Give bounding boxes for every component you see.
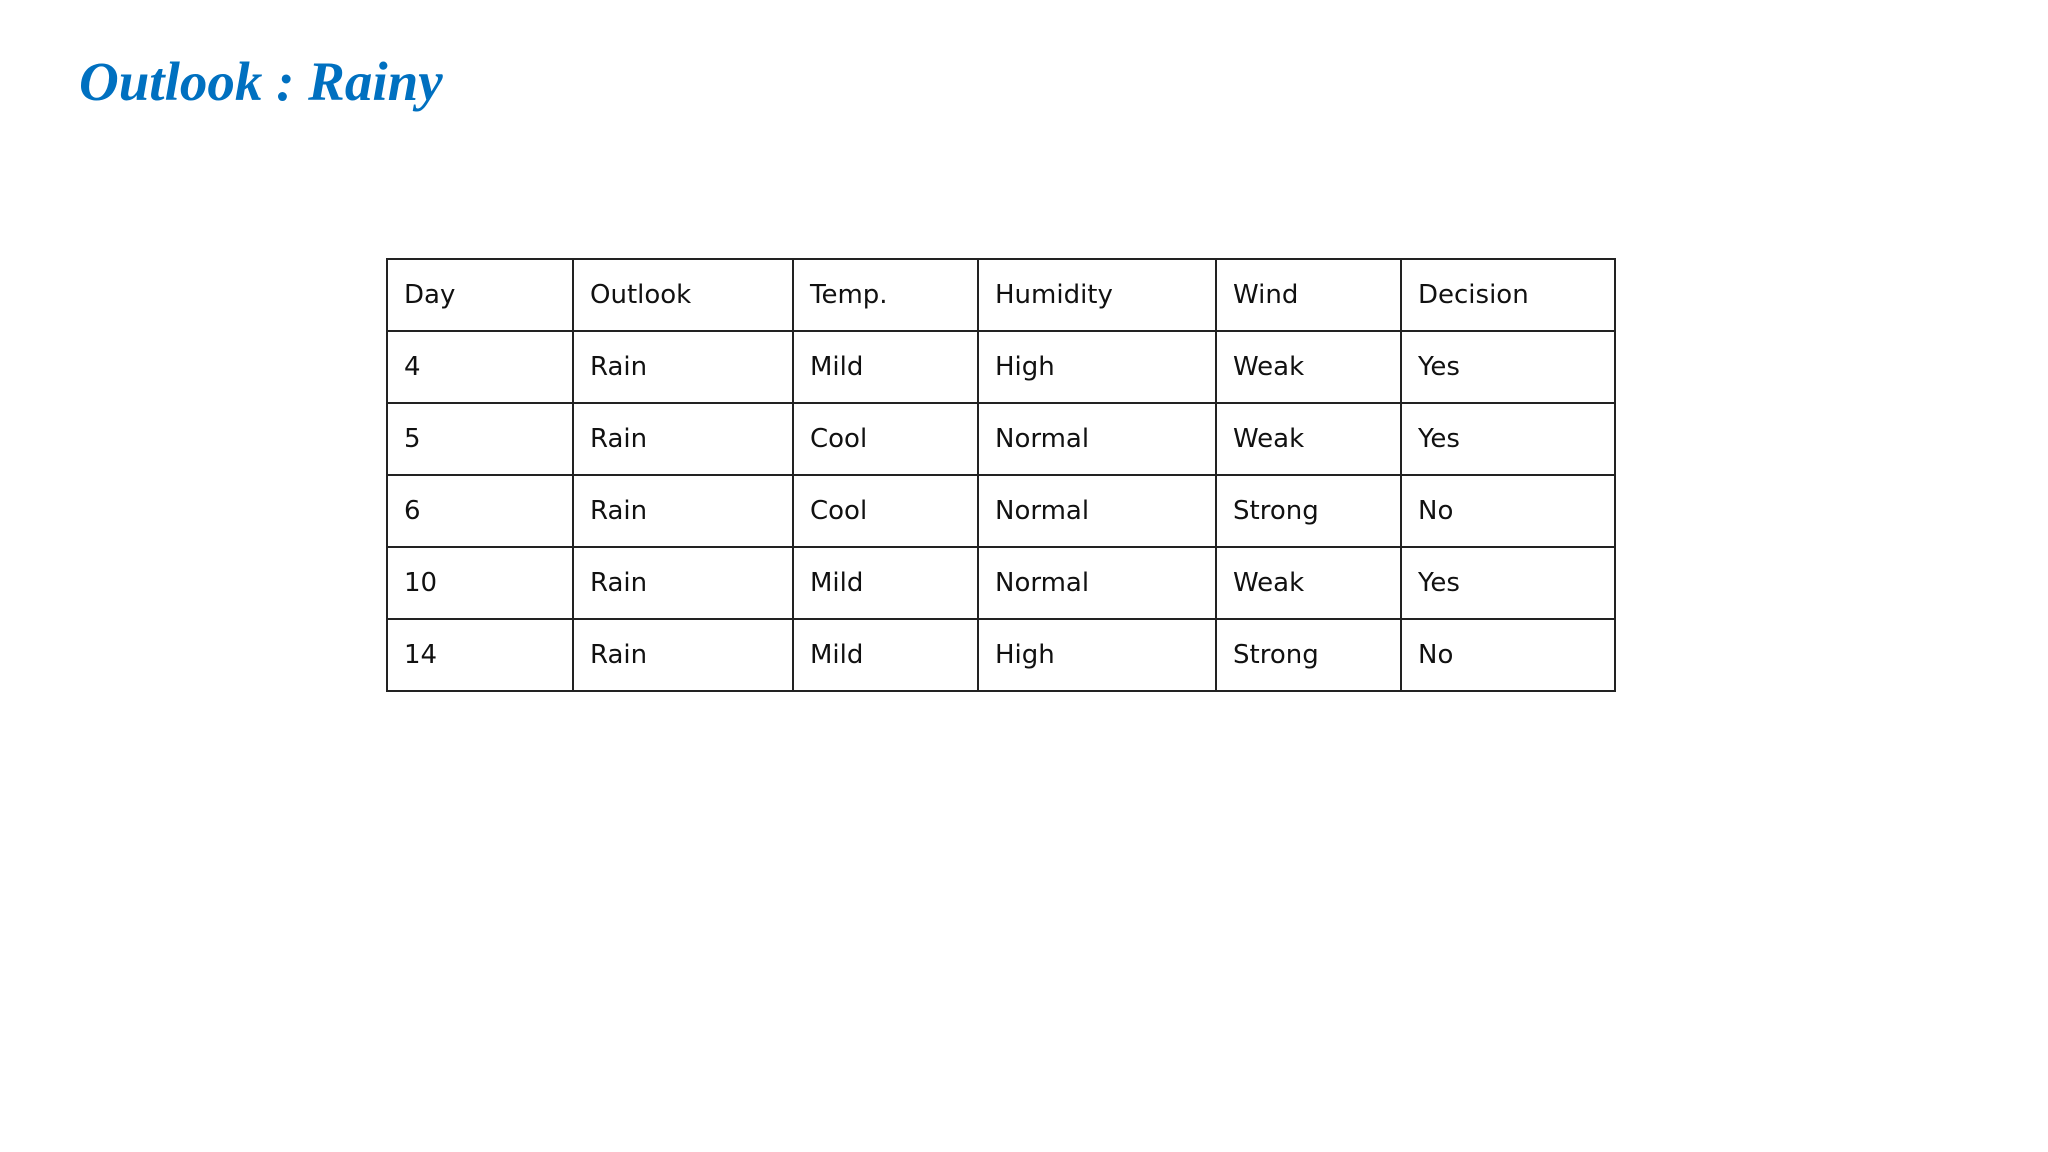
table-row [387, 547, 1615, 619]
cell-humidity: Normal [978, 403, 1216, 475]
cell-temp: Cool [793, 403, 978, 475]
cell-temp: Mild [793, 619, 978, 691]
cell-day: 10 [387, 547, 573, 619]
table-row [387, 331, 1615, 403]
cell-humidity: Normal [978, 547, 1216, 619]
cell-day: 5 [387, 403, 573, 475]
column-header-outlook: Outlook [573, 259, 793, 331]
cell-wind: Weak [1216, 331, 1401, 403]
table-row [387, 619, 1615, 691]
cell-wind: Weak [1216, 403, 1401, 475]
cell-day: 14 [387, 619, 573, 691]
cell-humidity: High [978, 619, 1216, 691]
table-header-row [387, 259, 1615, 331]
cell-temp: Mild [793, 547, 978, 619]
cell-outlook: Rain [573, 331, 793, 403]
cell-temp: Mild [793, 331, 978, 403]
cell-wind: Strong [1216, 475, 1401, 547]
table-row [387, 403, 1615, 475]
table-row [387, 475, 1615, 547]
cell-outlook: Rain [573, 547, 793, 619]
cell-wind: Weak [1216, 547, 1401, 619]
cell-decision: Yes [1401, 331, 1615, 403]
cell-decision: No [1401, 475, 1615, 547]
cell-wind: Strong [1216, 619, 1401, 691]
slide-title: Outlook : Rainy [79, 51, 443, 112]
column-header-day: Day [387, 259, 573, 331]
cell-day: 4 [387, 331, 573, 403]
column-header-wind: Wind [1216, 259, 1401, 331]
cell-outlook: Rain [573, 403, 793, 475]
data-table [386, 258, 1616, 692]
column-header-temp: Temp. [793, 259, 978, 331]
cell-day: 6 [387, 475, 573, 547]
cell-decision: Yes [1401, 547, 1615, 619]
cell-decision: Yes [1401, 403, 1615, 475]
cell-humidity: High [978, 331, 1216, 403]
column-header-decision: Decision [1401, 259, 1615, 331]
cell-humidity: Normal [978, 475, 1216, 547]
cell-decision: No [1401, 619, 1615, 691]
cell-outlook: Rain [573, 619, 793, 691]
cell-temp: Cool [793, 475, 978, 547]
cell-outlook: Rain [573, 475, 793, 547]
column-header-humidity: Humidity [978, 259, 1216, 331]
